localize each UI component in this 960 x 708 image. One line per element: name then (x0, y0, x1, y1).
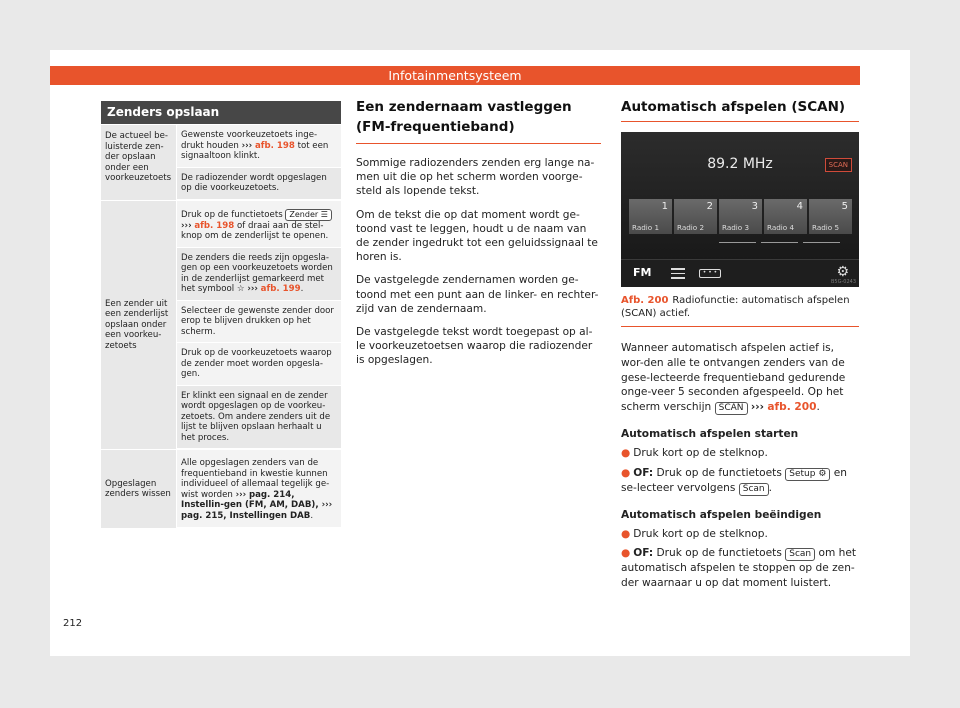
figure-ref-link[interactable]: afb. 200 (767, 401, 817, 414)
figure-ref-link[interactable]: afb. 198 (194, 220, 235, 231)
scan-key: SCAN (715, 402, 748, 415)
gear-icon[interactable]: ⚙ (836, 264, 849, 280)
table-row (101, 200, 341, 450)
preset-button[interactable]: 3 Radio 3 (719, 199, 762, 234)
page-number: 212 (63, 618, 83, 629)
preset-button[interactable]: 2 Radio 2 (674, 199, 717, 234)
section-station-name (356, 97, 601, 368)
table-row (101, 124, 341, 200)
table-cell: Alle opgeslagen zenders van de frequentieband in kwestie kunnen individueel of allemaal tegelijk ge-wist worden ››› pag. 214, Instellin-gen (FM, AM, DAB), ››› pag. 215, Instellingen DAB. (177, 450, 341, 528)
frequency-display: 89.2 MHz (707, 156, 773, 172)
header-title: Infotainmentsysteem (388, 68, 522, 83)
table-cell: De radiozender wordt opgeslagen op die voorkeuzetoets. (177, 168, 341, 200)
header-bar (50, 66, 860, 85)
row-label: Een zender uit een zenderlijst opslaan onder een voorkeu-zetoets (101, 201, 176, 450)
star-icon: ☆ (236, 284, 245, 294)
stations-table (101, 101, 341, 528)
paragraph: Wanneer automatisch afspelen actief is, wor-den alle te ontvangen zenders van de gese-lecteerde frequentieband gedurende onge-veer 5 seconden afgespeeld. Op het scherm verschijn SCAN ››› afb. 200. (621, 342, 846, 414)
page-indicator (719, 242, 840, 243)
scan-button[interactable]: SCAN (825, 158, 852, 172)
gear-icon: ⚙ (818, 468, 827, 479)
subheading-start: Automatisch afspelen starten (621, 428, 799, 441)
subheading-stop: Automatisch afspelen beëindigen (621, 508, 822, 521)
figure-code: B5G-0243 (830, 279, 856, 285)
row-label: De actueel be-luisterde zen-der opslaan onder een voorkeuzetoets (101, 125, 176, 200)
radio-bottom-bar (621, 259, 859, 287)
radio-screen-figure (621, 132, 859, 287)
paragraph: Om de tekst die op dat moment wordt ge-toond vast te leggen, houdt u de naam van de zender ingedrukt tot een geluidssignaal te horen is. (356, 208, 598, 264)
preset-button[interactable]: 1 Radio 1 (629, 199, 672, 234)
page-ref-link[interactable]: pag. 214, Instellin-gen (FM, AM, DAB) (181, 489, 316, 510)
row-content (177, 450, 341, 528)
table-cell: Er klinkt een signaal en de zender wordt opgeslagen op de voorkeu-zetoets. Om andere zenders uit de lijst te blijven opslaan herhaalt u het proces. (177, 386, 341, 450)
section-heading: Automatisch afspelen (SCAN) (621, 97, 859, 122)
list-icon[interactable] (671, 268, 685, 279)
scan-key: Scan (785, 548, 815, 561)
section-heading: Een zendernaam vastleggen (FM-frequentieband) (356, 97, 601, 144)
table-row (101, 449, 341, 528)
table-cell: Selecteer de gewenste zender door erop te blijven drukken op het scherm. (177, 301, 341, 344)
list-icon: ☰ (320, 209, 328, 219)
table-title: Zenders opslaan (101, 101, 341, 124)
table-cell: De zenders die reeds zijn opgesla-gen op een voorkeuzetoets worden in de zenderlijst gemarkeerd met het symbool ☆ ››› afb. 199. (177, 248, 341, 301)
paragraph: De vastgelegde zendernamen worden ge-toond met een punt aan de linker- en rechter-zijd van de zendernaam. (356, 274, 599, 315)
section-scan (621, 97, 859, 591)
preset-buttons (629, 199, 852, 234)
figure-ref-link[interactable]: afb. 198 (254, 140, 295, 151)
figure-caption: Afb. 200 Radiofunctie: automatisch afspelen (SCAN) actief. (621, 295, 850, 319)
row-content (177, 201, 341, 450)
row-content (177, 125, 341, 200)
paragraph: Sommige radiozenders zenden erg lange na-men uit die op het scherm worden voorge-steld als lopende tekst. (356, 157, 595, 198)
table-cell: Gewenste voorkeuzetoets inge-drukt houden ››› afb. 198 tot een signaaltoon klinkt. (177, 125, 341, 168)
preset-button[interactable]: 4 Radio 4 (764, 199, 807, 234)
divider (621, 326, 859, 327)
row-label: Opgeslagen zenders wissen (101, 450, 176, 528)
scan-key: Scan (739, 483, 769, 496)
list-item: ● Druk kort op de stelknop. (621, 527, 768, 540)
zender-key: Zender ☰ (285, 209, 331, 221)
table-cell: Druk op de functietoets Zender ☰ ››› afb. 198 of draai aan de stel-knop om de zenderlijst te openen. (177, 201, 341, 248)
paragraph: De vastgelegde tekst wordt toegepast op al-le voorkeuzetoetsen waarop die radiozender is opgeslagen. (356, 326, 593, 367)
preset-button[interactable]: 5 Radio 5 (809, 199, 852, 234)
message-icon[interactable]: • • • (699, 269, 721, 278)
figure-ref-link[interactable]: afb. 199 (260, 284, 301, 294)
table-cell: Druk op de voorkeuzetoets waarop de zender moet worden opgesla-gen. (177, 343, 341, 386)
page-ref-link[interactable]: pag. 215, Instellingen DAB (181, 510, 311, 521)
list-item: ● OF: Druk op de functietoets Setup ⚙ en se-lecteer vervolgens Scan . (621, 466, 847, 494)
list-item: ● OF: Druk op de functietoets Scan om het automatisch afspelen te stoppen op de zen-der waarnaar u op dat moment luistert. (621, 547, 857, 589)
setup-key: Setup ⚙ (785, 468, 830, 481)
band-button[interactable]: FM (633, 266, 652, 279)
list-item: ● Druk kort op de stelknop. (621, 447, 768, 460)
